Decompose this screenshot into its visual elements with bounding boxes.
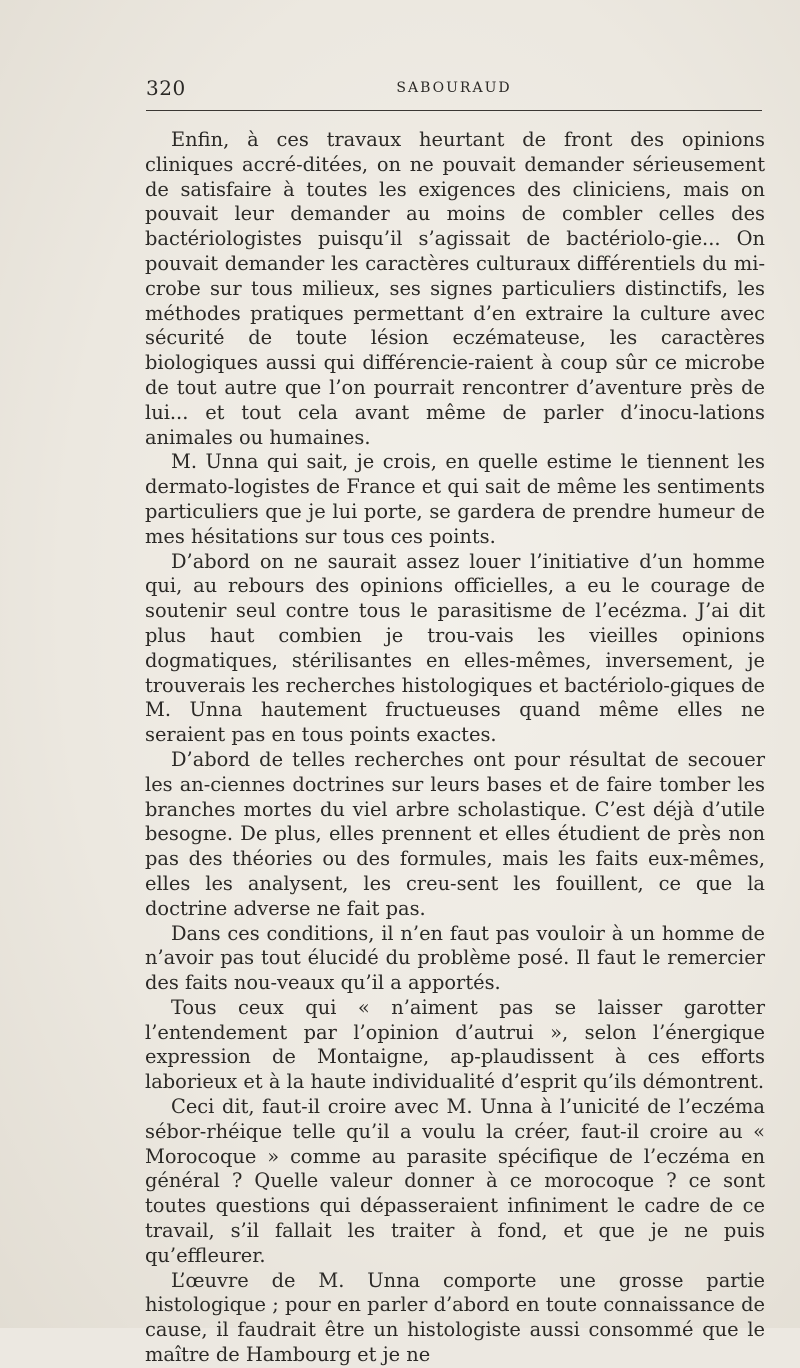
- paragraph: Dans ces conditions, il n’en faut pas vouloir à un homme de n’avoir pas tout élucidé du problème posé. Il faut le remercier des faits nou-veaux qu’il a apportés.: [145, 921, 765, 995]
- paragraph: L’œuvre de M. Unna comporte une grosse partie histologique ; pour en parler d’abord en toute connaissance de cause, il faudrait être un histologiste aussi consommé que le maître de Hambourg et je ne: [145, 1268, 765, 1367]
- paragraph: Tous ceux qui « n’aiment pas se laisser garotter l’entendement par l’opinion d’autrui », selon l’énergique expression de Montaigne, ap-plaudissent à ces efforts laborieux et à la haute individualité d’esprit qu’ils démontrent.: [145, 995, 765, 1094]
- paragraph: Enfin, à ces travaux heurtant de front des opinions cliniques accré-ditées, on ne pouvait demander sérieusement de satisfaire à toutes les exigences des cliniciens, mais on pouvait leur demander au moins de combler celles des bactériologistes puisqu’il s’agissait de bactériolo-gie... On pouvait demander les caractères culturaux différentiels du mi-crobe sur tous milieux, ses signes particuliers distinctifs, les méthodes pratiques permettant d’en extraire la culture avec sécurité de toute lésion eczémateuse, les caractères biologiques aussi qui différencie-raient à coup sûr ce microbe de tout autre que l’on pourrait rencontrer d’aventure près de lui... et tout cela avant même de parler d’inocu-lations animales ou humaines.: [145, 128, 765, 449]
- page-number: 320: [146, 76, 186, 100]
- running-head: SABOURAUD: [396, 80, 512, 96]
- paragraph: Ceci dit, faut-il croire avec M. Unna à l’unicité de l’eczéma sébor-rhéique telle qu’il a voulu la créer, faut-il croire au « Morocoque » comme au parasite spécifique de l’eczéma en général ? Quelle valeur donner à ce morocoque ? ce sont toutes questions qui dépasseraient infiniment le cadre de ce travail, s’il fallait les traiter à fond, et que je ne puis qu’effleurer.: [145, 1095, 765, 1267]
- paragraph: M. Unna qui sait, je crois, en quelle estime le tiennent les dermato-logistes de France et qui sait de même les sentiments particuliers que je lui porte, se gardera de prendre humeur de mes hésitations sur tous ces points.: [145, 450, 765, 548]
- paragraph: D’abord de telles recherches ont pour résultat de secouer les an-ciennes doctrines sur leurs bases et de faire tomber les branches mortes du viel arbre scholastique. C’est déjà d’utile besogne. De plus, elles prennent et elles étudient de près non pas des théories ou des formules, mais les faits eux-mêmes, elles les analysent, les creu-sent les fouillent, ce que la doctrine adverse ne fait pas.: [145, 747, 765, 920]
- body-text: [145, 128, 765, 1368]
- header-rule: [146, 110, 762, 111]
- paragraph: D’abord on ne saurait assez louer l’initiative d’un homme qui, au rebours des opinions officielles, a eu le courage de soutenir seul contre tous le parasitisme de l’ecézma. J’ai dit plus haut combien je trou-vais les vieilles opinions dogmatiques, stérilisantes en elles-mêmes, inversement, je trouverais les recherches histologiques et bactériolo-giques de M. Unna hautement fructueuses quand même elles ne seraient pas en tous points exactes.: [145, 549, 765, 747]
- page-header: [146, 76, 762, 106]
